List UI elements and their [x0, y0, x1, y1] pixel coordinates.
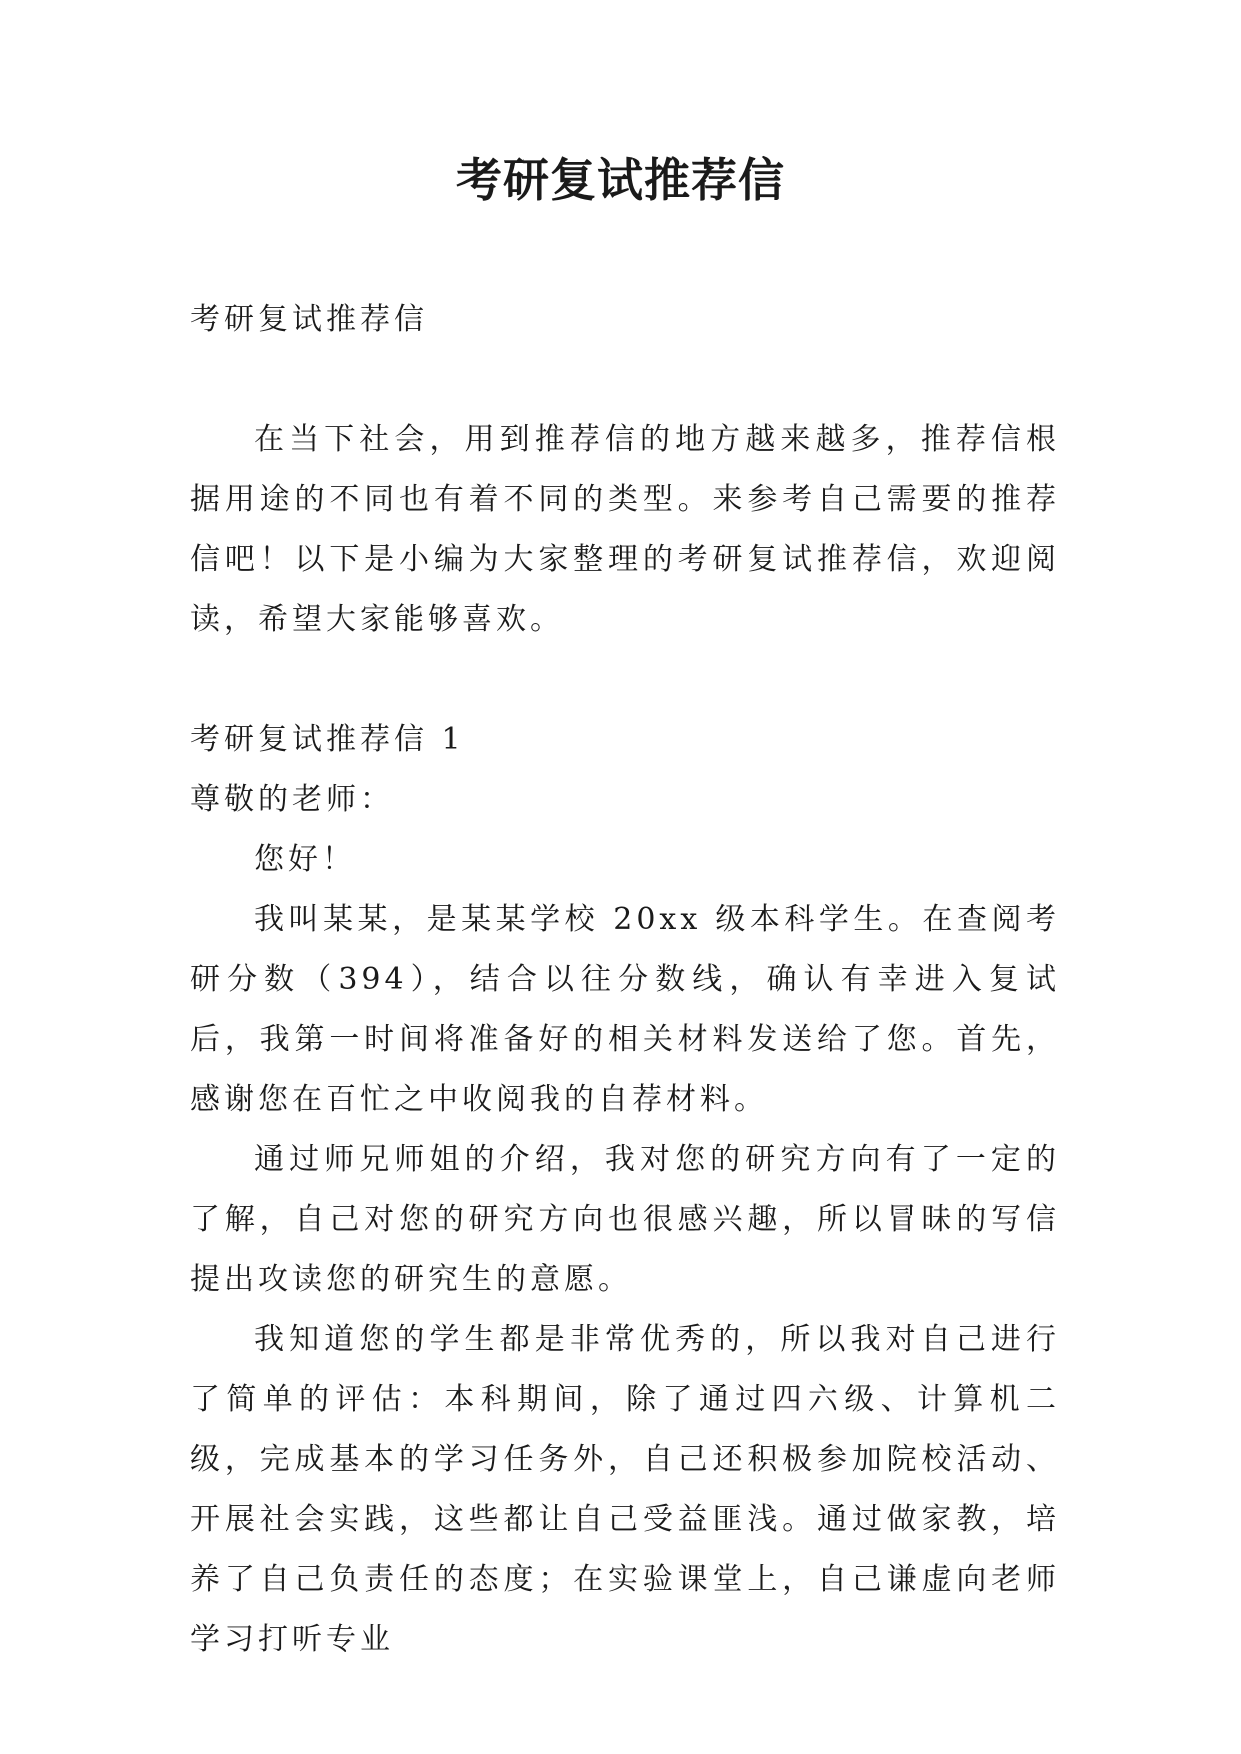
greeting: 您好！: [254, 842, 356, 877]
document-subtitle: 考研复试推荐信: [190, 302, 428, 337]
section-heading: 考研复试推荐信 1: [190, 722, 465, 757]
salutation: 尊敬的老师：: [190, 782, 394, 817]
document-body: [190, 290, 1060, 1670]
intro-paragraph: 在当下社会，用到推荐信的地方越来越多，推荐信根据用途的不同也有着不同的类型。来参考自己需要的推荐信吧！以下是小编为大家整理的考研复试推荐信，欢迎阅读，希望大家能够喜欢。: [190, 422, 1060, 637]
document-title: 考研复试推荐信: [456, 153, 785, 207]
body-paragraph: 我叫某某，是某某学校 20xx 级本科学生。在查阅考研分数（394），结合以往分数线，确认有幸进入复试后，我第一时间将准备好的相关材料发送给了您。首先，感谢您在百忙之中收阅我的自荐材料。: [190, 902, 1060, 1117]
body-paragraph: 通过师兄师姐的介绍，我对您的研究方向有了一定的了解，自己对您的研究方向也很感兴趣，所以冒昧的写信提出攻读您的研究生的意愿。: [190, 1142, 1060, 1297]
body-paragraph: 我知道您的学生都是非常优秀的，所以我对自己进行了简单的评估：本科期间，除了通过四六级、计算机二级，完成基本的学习任务外，自己还积极参加院校活动、开展社会实践，这些都让自己受益匪浅。通过做家教，培养了自己负责任的态度；在实验课堂上，自己谦虚向老师学习打听专业: [190, 1322, 1060, 1657]
